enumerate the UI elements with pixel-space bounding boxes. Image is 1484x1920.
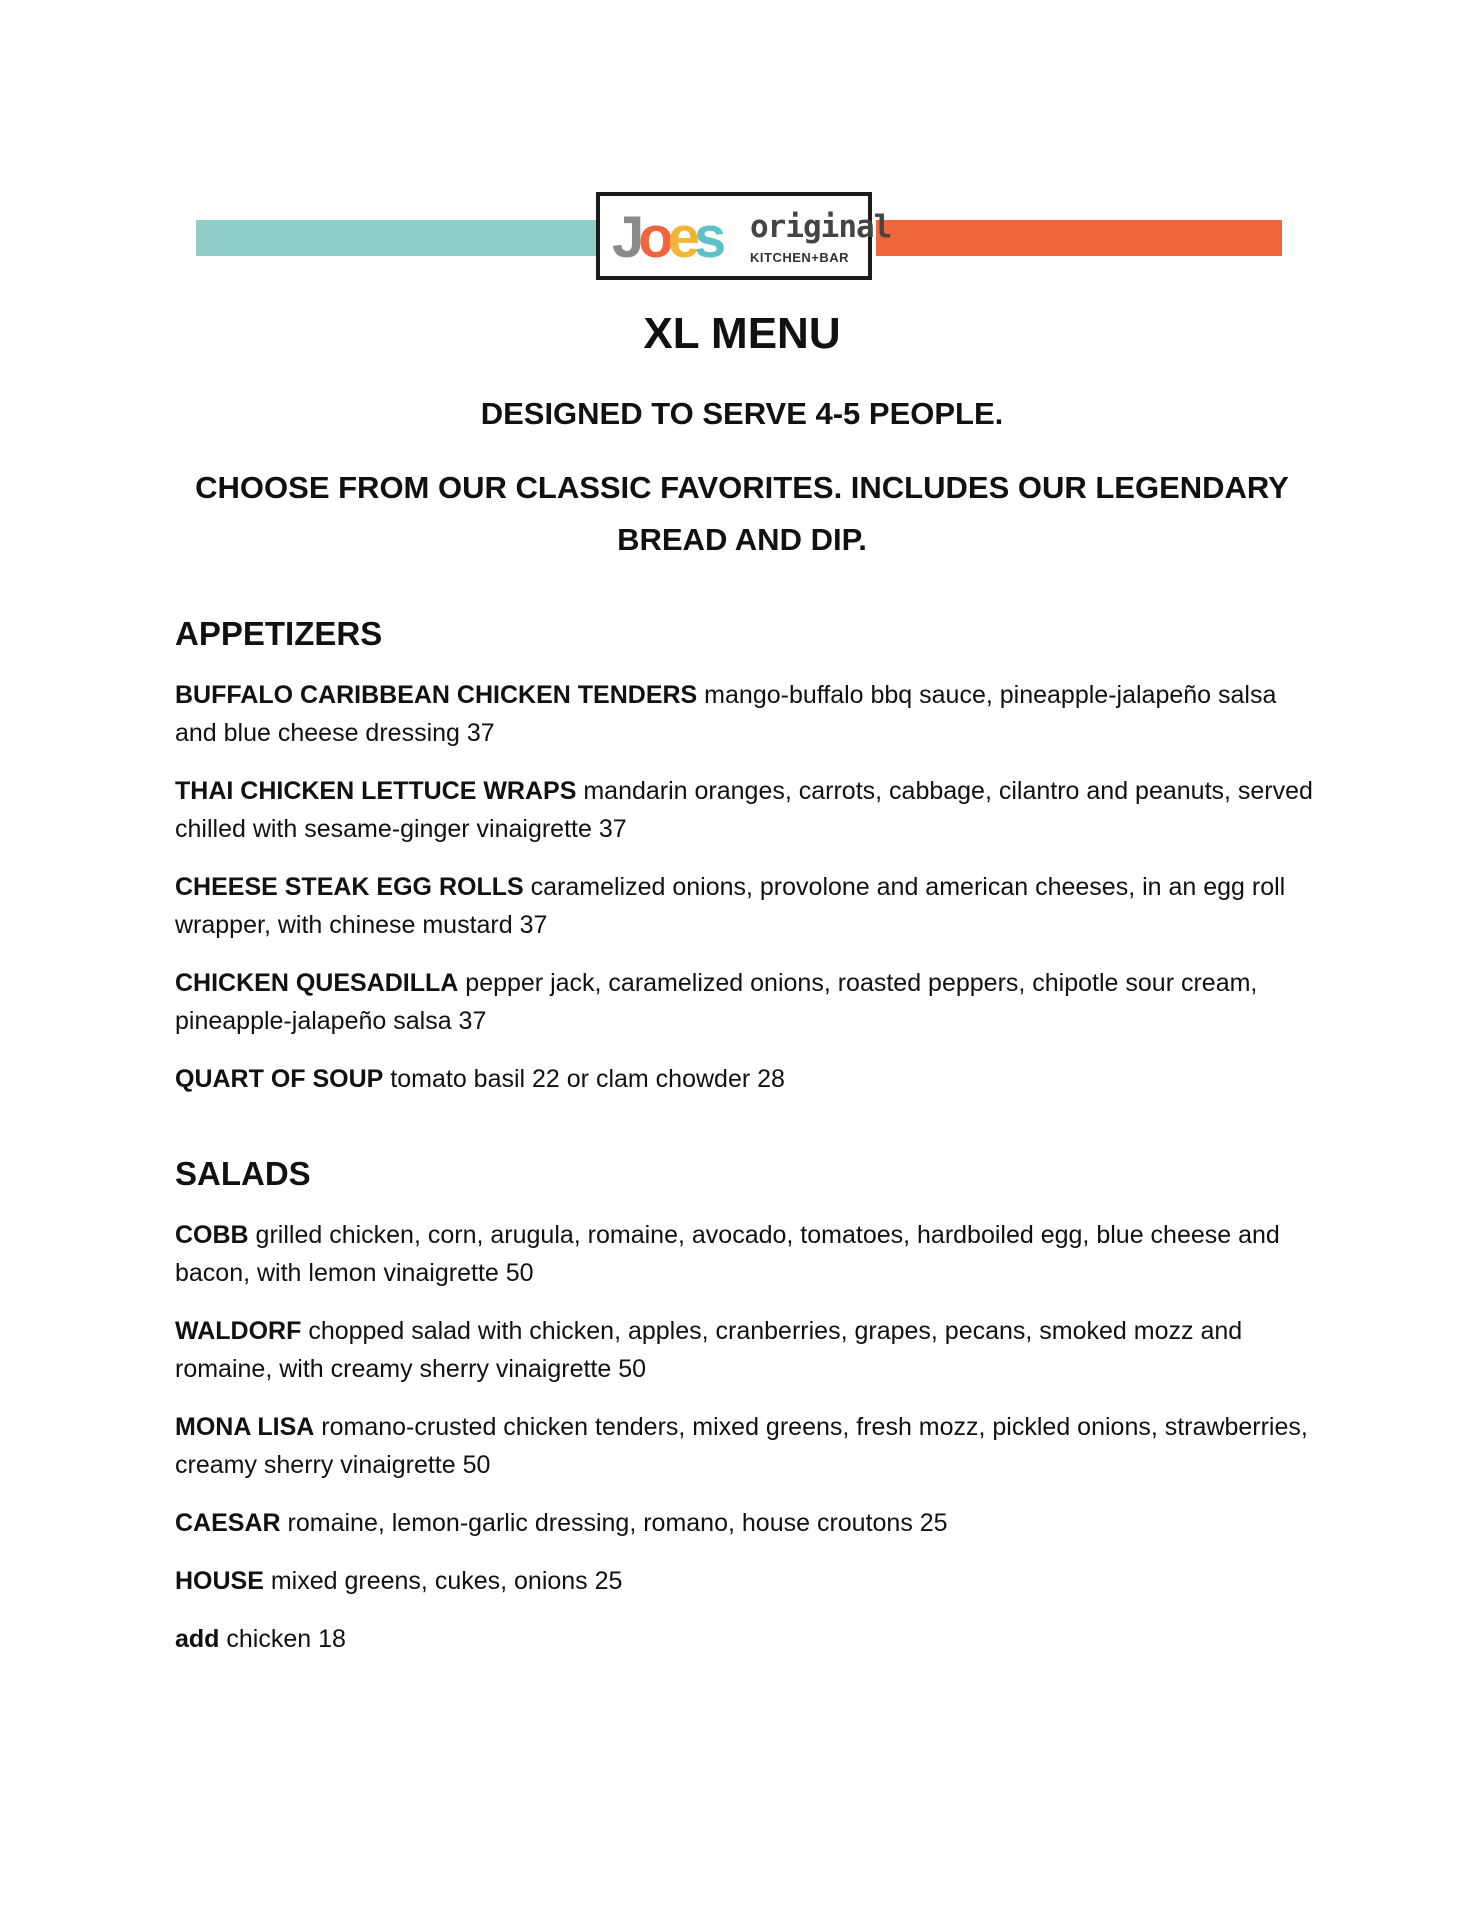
item-description: caramelized onions, provolone and american cheeses, in an egg roll wrapper, with chinese mustard 37 (175, 873, 1286, 939)
item-name: THAI CHICKEN LETTUCE WRAPS (175, 777, 577, 805)
item-description: grilled chicken, corn, arugula, romaine, avocado, tomatoes, hardboiled egg, blue cheese and bacon, with lemon vinaigrette 50 (175, 1221, 1280, 1287)
logo-letter-o: o (638, 205, 668, 270)
orange-stripe (876, 220, 1282, 256)
menu-item (175, 1060, 1315, 1098)
item-name: CAESAR (175, 1509, 281, 1537)
salads-section (175, 1154, 1315, 1678)
item-name: CHICKEN QUESADILLA (175, 969, 459, 997)
menu-item (175, 1312, 1315, 1388)
item-name: CHEESE STEAK EGG ROLLS (175, 873, 524, 901)
item-description: mixed greens, cukes, onions 25 (263, 1567, 623, 1595)
item-description: tomato basil 22 or clam chowder 28 (383, 1065, 785, 1093)
item-name: add (175, 1625, 220, 1653)
item-description: romano-crusted chicken tenders, mixed greens, fresh mozz, pickled onions, strawberries, creamy sherry vinaigrette 50 (175, 1413, 1308, 1479)
section-title-salads: SALADS (175, 1155, 311, 1192)
menu-title: XL MENU (643, 309, 841, 358)
item-name: MONA LISA (175, 1413, 315, 1441)
appetizers-section (175, 614, 1315, 1118)
menu-item (175, 1408, 1315, 1484)
logo-letter-j: J (612, 205, 639, 270)
menu-item (175, 1562, 1315, 1600)
item-description: mandarin oranges, carrots, cabbage, cilantro and peanuts, served chilled with sesame-ginger vinaigrette 37 (175, 777, 1313, 843)
menu-item (175, 964, 1315, 1040)
menu-item (175, 1620, 1315, 1658)
item-name: COBB (175, 1221, 249, 1249)
item-description: pepper jack, caramelized onions, roasted peppers, chipotle sour cream, pineapple-jalapeño salsa 37 (175, 969, 1258, 1035)
menu-item (175, 772, 1315, 848)
item-name: HOUSE (175, 1567, 264, 1595)
item-description: romaine, lemon-garlic dressing, romano, house croutons 25 (280, 1509, 948, 1537)
menu-subtitle: DESIGNED TO SERVE 4-5 PEOPLE. (480, 396, 1004, 431)
menu-item (175, 868, 1315, 944)
menu-item (175, 1504, 1315, 1542)
menu-intro: CHOOSE FROM OUR CLASSIC FAVORITES. INCLUDES OUR LEGENDARY BREAD AND DIP. (195, 470, 1289, 557)
logo-wordmark (612, 206, 752, 270)
menu-item (175, 1216, 1315, 1292)
restaurant-logo (596, 192, 892, 280)
item-name: BUFFALO CARIBBEAN CHICKEN TENDERS (175, 681, 698, 709)
teal-stripe (196, 220, 602, 256)
item-name: WALDORF (175, 1317, 302, 1345)
logo-letter-e: e (667, 205, 694, 270)
logo-letter-s: s (693, 205, 721, 270)
item-description: chopped salad with chicken, apples, cranberries, grapes, pecans, smoked mozz and romaine, with creamy sherry vinaigrette 50 (175, 1317, 1243, 1383)
logo-kitchen-bar-text: KITCHEN+BAR (750, 250, 850, 265)
menu-item (175, 676, 1315, 752)
item-name: QUART OF SOUP (175, 1065, 384, 1093)
logo-original-text: original (750, 209, 892, 245)
item-description: chicken 18 (219, 1625, 346, 1653)
item-description: mango-buffalo bbq sauce, pineapple-jalapeño salsa and blue cheese dressing 37 (175, 681, 1277, 747)
section-title-appetizers: APPETIZERS (175, 615, 383, 652)
header-banner (196, 192, 1282, 286)
